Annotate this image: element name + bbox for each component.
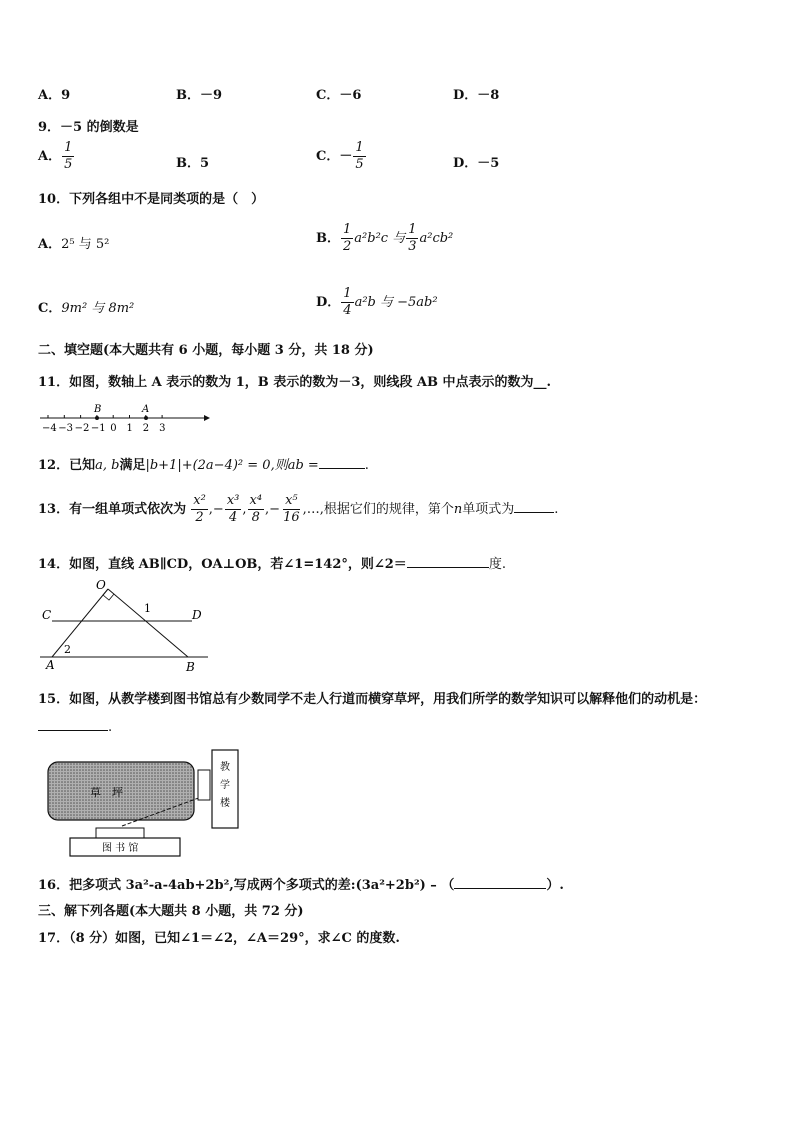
q9-option-c: C．－ $\frac{1}{5}$ [316,140,364,172]
answer-blank [38,730,108,731]
question-16: 16．把多项式 3a²-a-4ab+2b²,写成两个多项式的差:(3a²+2b²) – （ ）. [38,878,564,893]
question-12: 12．已知a, b满足|b+1|+(2a−4)² = 0,则ab = . [38,458,369,473]
segment-ob [108,589,188,657]
q10-option-b: B． $\frac{1}{2}$ a²b²c 与 $\frac{1}{3}$ a²cb² [316,222,454,254]
number-line-arrow [204,415,210,421]
q9-option-b: B．5 [176,156,210,171]
parallel-lines-figure [36,575,226,675]
campus-figure [40,748,250,860]
axis-tick-label: −3 [58,423,74,434]
option-a: A．9 [38,88,71,103]
point-a-marker [144,416,148,420]
answer-blank [454,888,546,889]
axis-tick-label: −4 [42,423,57,434]
axis-tick-label: 1 [126,423,133,434]
question-14: 14．如图，直线 AB∥CD，OA⊥OB，若∠1=142°，则∠2＝ 度. [38,557,506,572]
segment-oa [52,589,108,657]
question-11-stem: 11．如图，数轴上 A 表示的数为 1，B 表示的数为－3，则线段 AB 中点表示的数为__. [38,375,552,390]
answer-blank [407,567,489,568]
section-3-heading: 三、解下列各题(本大题共 8 小题，共 72 分) [38,904,304,919]
building-char-3: 楼 [220,798,230,809]
question-15-answer: . [38,720,112,735]
axis-tick-label: −1 [90,423,106,434]
label-b: B [186,660,195,674]
q10-option-c: C．9m² 与 8m² [38,301,135,316]
building-char-2: 学 [220,780,230,791]
axis-tick-label: 2 [142,423,150,434]
question-15-stem: 15．如图，从教学楼到图书馆总有少数同学不走人行道而横穿草坪，用我们所学的数学知识可以解释他们的动机是： [38,692,707,707]
angle-2-label: 2 [64,643,71,656]
option-b: B．－9 [176,88,223,103]
label-a: A [46,658,55,672]
building-char-1: 教 [220,762,230,773]
question-17: 17．（8 分）如图，已知∠1＝∠2，∠A＝29°，求∠C 的度数. [38,931,400,946]
question-10-stem: 10．下列各组中不是同类项的是（ ） [38,192,265,207]
q10-option-a: A．2⁵ 与 5² [38,237,110,252]
label-o: O [96,578,106,592]
section-2-heading: 二、填空题(本大题共有 6 小题，每小题 3 分，共 18 分) [38,343,374,358]
number-line-figure [36,400,216,436]
point-b-label: B [94,404,102,415]
label-c: C [42,608,52,622]
lawn-label: 草 坪 [90,786,123,799]
library-entrance [96,828,144,838]
answer-blank [514,512,554,513]
label-d: D [192,608,202,622]
axis-tick-label: −2 [74,423,90,434]
q9-option-a: A． $\frac{1}{5}$ [38,140,73,172]
question-13: 13．有一组单项式依次为 $\frac{\text{x²}}{2}$ ,− $\frac{\text{x³}}{4}$ , $\frac{\text{x⁴}}{8}$ ,− $\frac{\text{x⁵}}{16}$ ,…,根据它们的规律，第个n单项式为 . [38,493,559,525]
axis-tick-label: 3 [159,423,166,434]
answer-blank [319,468,365,469]
building-entrance [198,770,210,800]
point-a-label: A [142,404,150,415]
q9-option-d: D．－5 [453,156,500,171]
library-label: 图 书 馆 [102,843,139,854]
option-c: C．－6 [316,88,362,103]
point-b-marker [95,416,99,420]
angle-1-label: 1 [144,602,151,615]
q10-option-d: D． $\frac{1}{4}$ a²b 与 −5ab² [316,286,438,318]
option-d: D．－8 [453,88,500,103]
question-9-stem: 9．－5 的倒数是 [38,120,139,135]
axis-tick-label: 0 [110,423,117,434]
